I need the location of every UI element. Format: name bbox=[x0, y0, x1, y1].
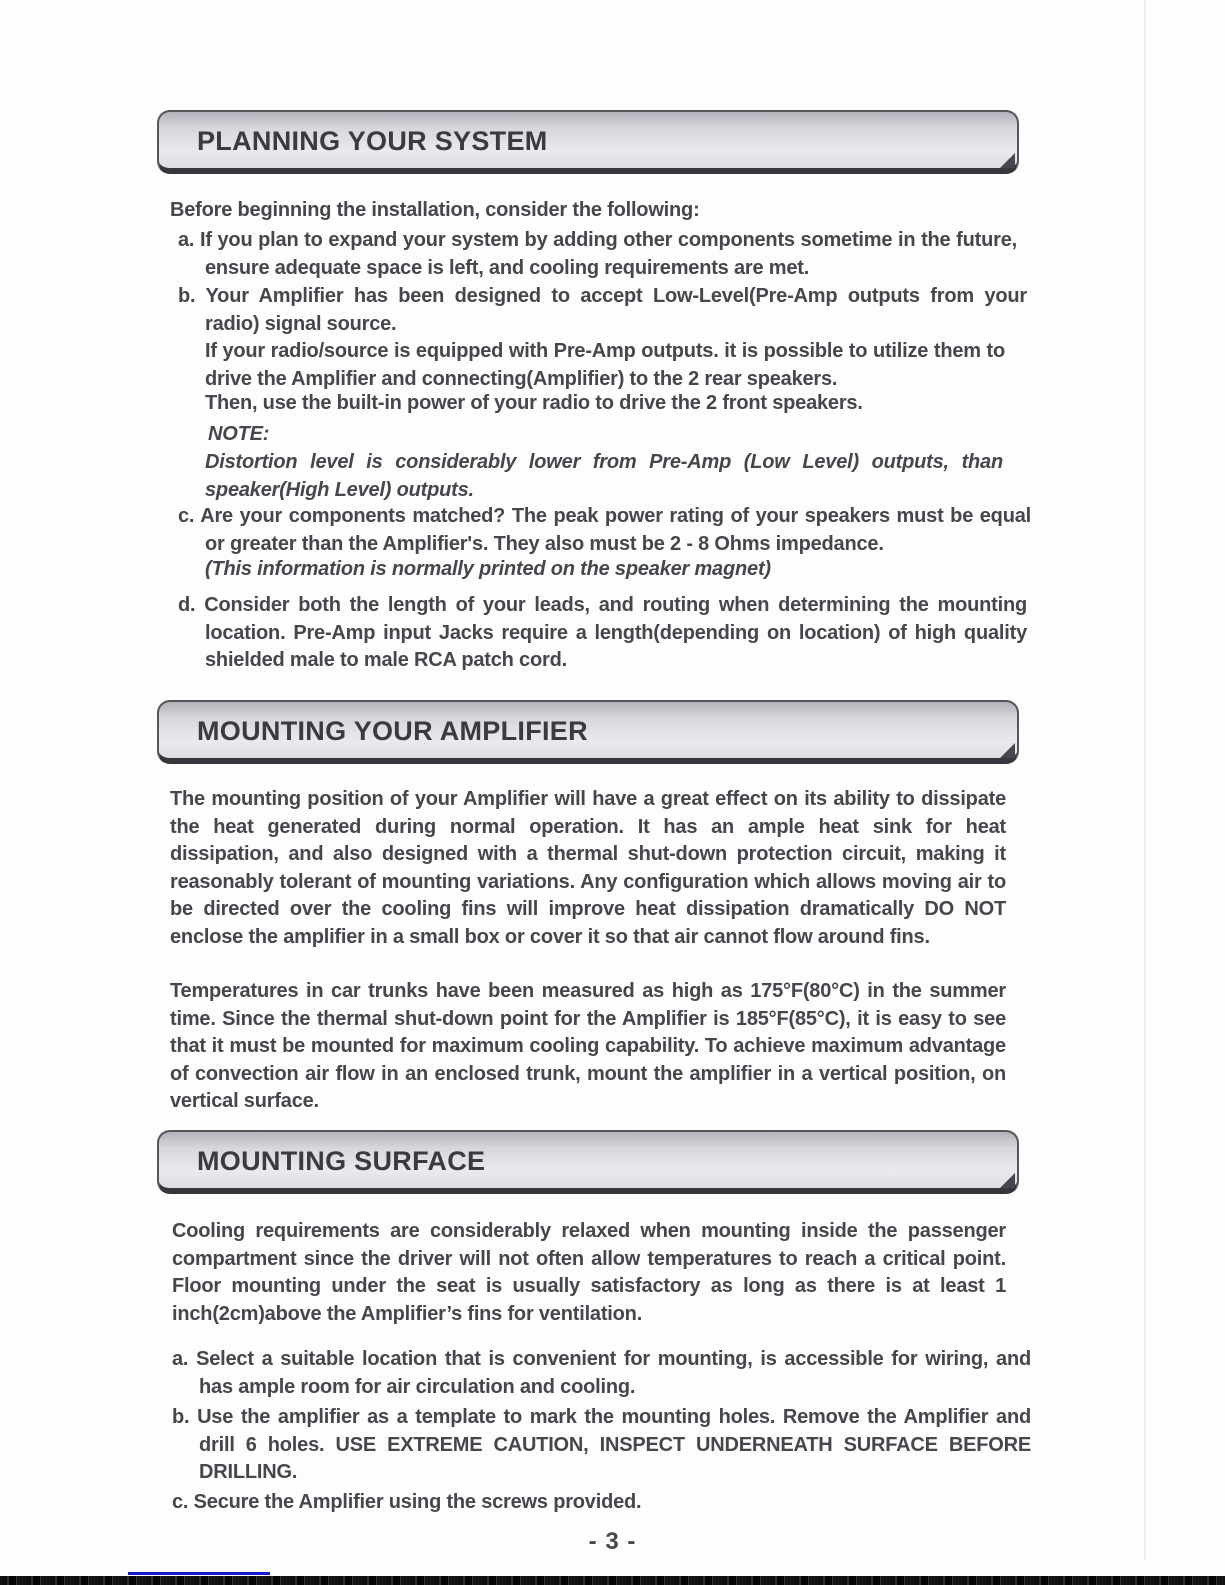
item-text: Select a suitable location that is convenient for mounting, is accessible for wiring, and has ample room for air circulation and cooling. bbox=[196, 1348, 1031, 1398]
planning-intro: Before beginning the installation, consider the following: bbox=[170, 199, 700, 221]
mounting-surface-para: Cooling requirements are considerably relaxed when mounting inside the passenger compartment since the driver will not often allow temperatures to reach a critical point. Floor mounting under the seat is usually satisfactory as long as there is at least 1 inch(2cm)above the Amplifier’s fins for ventilation. bbox=[172, 1220, 1006, 1325]
item-text: Consider both the length of your leads, and routing when determining the mounting location. Pre-Amp input Jacks require a length(depending on location) of high quality shielded male to male RCA patch cord. bbox=[204, 594, 1028, 671]
section-header-mounting-amplifier bbox=[157, 700, 1019, 764]
section-header-mounting-surface bbox=[157, 1130, 1019, 1194]
surface-item-a bbox=[172, 1346, 1031, 1401]
item-text: Secure the Amplifier using the screws provided. bbox=[193, 1491, 642, 1513]
section-title: MOUNTING YOUR AMPLIFIER bbox=[197, 716, 588, 746]
mounting-amplifier-para1: The mounting position of your Amplifier will have a great effect on its ability to dissipate the heat generated during normal operation. It has an ample heat sink for heat dissipation, and also designed with a thermal shut-down protection circuit, making it reasonably tolerant of mounting variations. Any configuration which allows moving air to be directed over the cooling fins will improve heat dissipation dramatically DO NOT enclose the amplifier in a small box or cover it so that air cannot flow around fins. bbox=[170, 788, 1006, 948]
planning-item-b-para2: If your radio/source is equipped with Pre-Amp outputs. it is possible to utilize them to drive the Amplifier and connecting(Amplifier) to the 2 rear speakers. bbox=[205, 340, 1005, 390]
planning-item-a bbox=[178, 227, 1017, 282]
surface-item-c bbox=[172, 1489, 1031, 1517]
planning-item-c-note: (This information is normally printed on the speaker magnet) bbox=[205, 558, 771, 580]
section-header-planning bbox=[157, 110, 1019, 174]
note-text: Distortion level is considerably lower from Pre-Amp (Low Level) outputs, than speaker(High Level) outputs. bbox=[205, 451, 1003, 501]
mounting-amplifier-para2: Temperatures in car trunks have been measured as high as 175°F(80°C) in the summer time. Since the thermal shut-down point for the Amplifier is 185°F(85°C), it is easy to see that it must be mounted for maximum cooling capability. To achieve maximum advantage of convection air flow in an enclosed trunk, mount the amplifier in a vertical position, on vertical surface. bbox=[170, 980, 1006, 1112]
planning-item-b bbox=[178, 283, 1027, 338]
item-text: Your Amplifier has been designed to accept Low-Level(Pre-Amp outputs from your radio) signal source. bbox=[205, 285, 1027, 335]
section-title: MOUNTING SURFACE bbox=[197, 1146, 486, 1176]
planning-item-d bbox=[178, 592, 1027, 675]
planning-item-c bbox=[178, 503, 1031, 558]
item-marker: b. bbox=[178, 285, 196, 307]
item-marker: a. bbox=[178, 229, 195, 251]
note-label: NOTE: bbox=[208, 423, 270, 445]
item-marker: c. bbox=[178, 505, 195, 527]
surface-item-b bbox=[172, 1404, 1031, 1487]
item-marker: d. bbox=[178, 594, 196, 616]
planning-item-b-para3: Then, use the built-in power of your radio to drive the 2 front speakers. bbox=[205, 392, 863, 414]
item-marker: c. bbox=[172, 1491, 189, 1513]
item-marker: b. bbox=[172, 1406, 190, 1428]
section-title: PLANNING YOUR SYSTEM bbox=[197, 126, 548, 156]
blue-underline-mark bbox=[128, 1572, 270, 1575]
item-text: Are your components matched? The peak power rating of your speakers must be equal or greater than the Amplifier's. They also must be 2 - 8 Ohms impedance. bbox=[200, 505, 1031, 555]
scan-bottom-edge bbox=[0, 1576, 1225, 1585]
scan-edge-line bbox=[1144, 0, 1146, 1560]
page-number: - 3 - bbox=[588, 1528, 637, 1555]
item-marker: a. bbox=[172, 1348, 189, 1370]
item-text: Use the amplifier as a template to mark the mounting holes. Remove the Amplifier and drill 6 holes. USE EXTREME CAUTION, INSPECT UNDERNEATH SURFACE BEFORE DRILLING. bbox=[197, 1406, 1032, 1483]
item-text: If you plan to expand your system by adding other components sometime in the future, ensure adequate space is left, and cooling requirements are met. bbox=[199, 229, 1017, 279]
